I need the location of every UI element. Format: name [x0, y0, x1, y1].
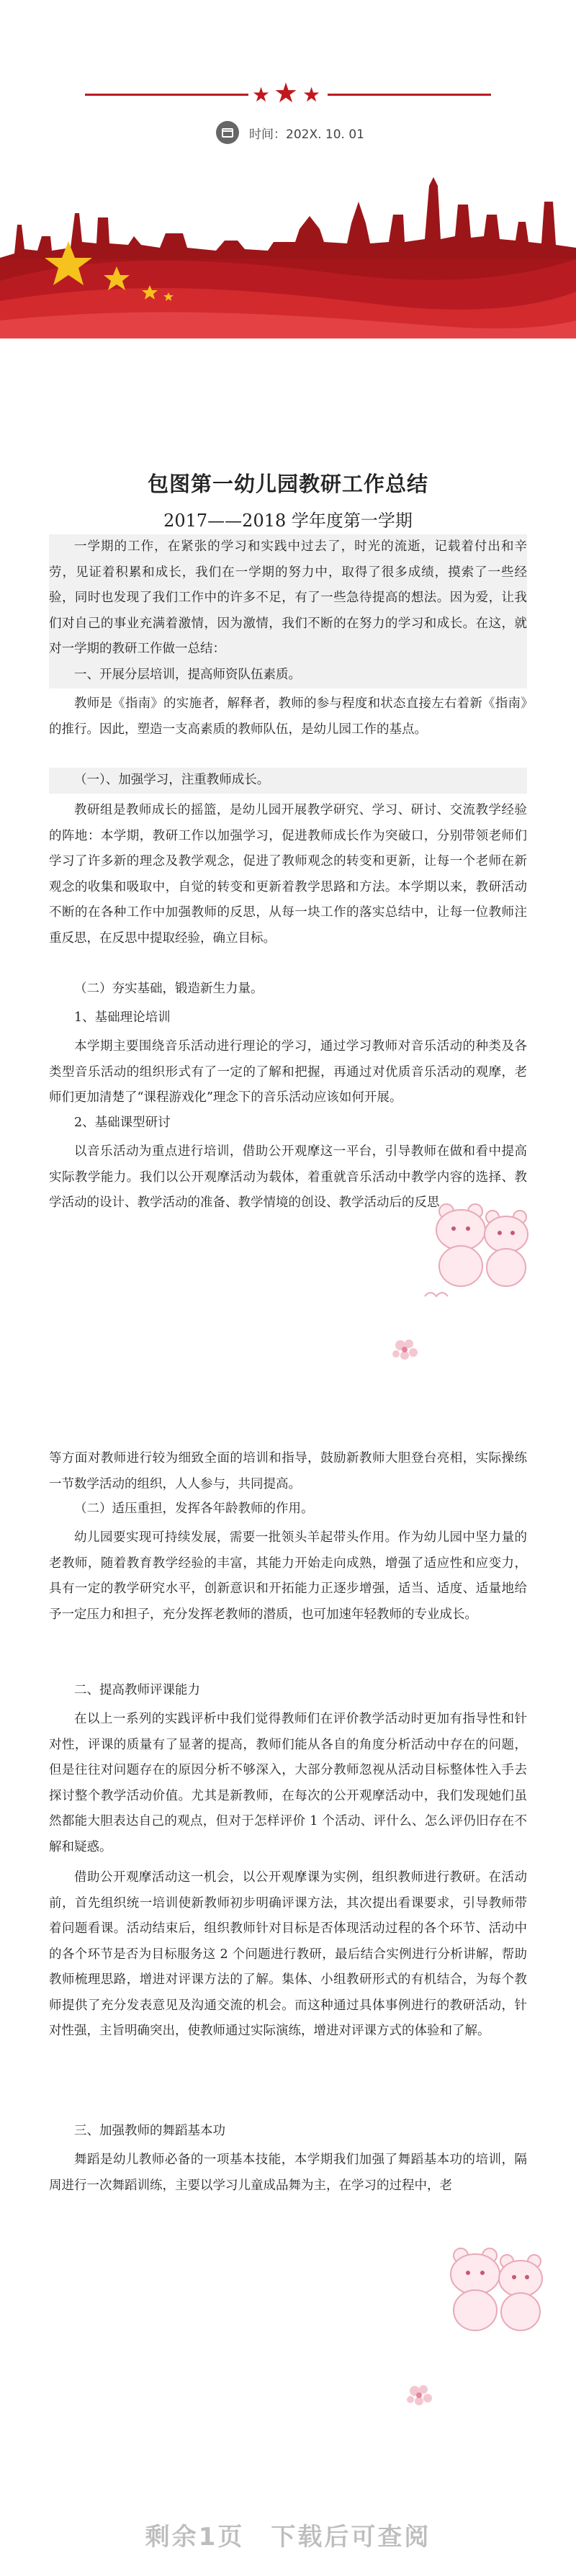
star-icon: ★: [252, 83, 271, 107]
paragraph: 借助公开观摩活动这一机会，以公开观摩课为实例，组织教师进行教研。在活动前，首先组织统一培训使新教师初步明确评课方法，其次提出看课要求，引导教师带着问题看课。活动结束后，组织教师针对目标是否体现活动过程的各个环节、活动中的各个环节是否为目标服务这 2 个问题进行教研，最后结合实例进行分析讲解，帮助教师梳理思路，增进对评课方法的了解。集体、小组教研形式的有机结合，为每个教师提供了充分发表意见及沟通交流的机会。而这种通过具体事例进行的教研活动，针对性强，主旨明确突出，使教师通过实际演练，增进对评课方式的体验和了解。: [49, 1870, 527, 2038]
paragraph-intro: 一学期的工作，在紧张的学习和实践中过去了，时光的流逝，记载着付出和辛劳，见证着积累和成长，我们在一学期的努力中，取得了很多成绩，摸索了一些经验，同时也发现了我们工作中的许多不足，有了一些急待提高的想法。因为爱，让我们对自己的事业充满着激情，因为激情，我们不断的在努力的学习和成长。在这，就对一学期的教研工作做一总结：: [49, 534, 527, 663]
section-heading: 三、加强教师的舞蹈基本功: [74, 2124, 225, 2138]
section-heading: 二、提高教师评课能力: [74, 1683, 200, 1697]
paragraph: 在以上一系列的实践评析中我们觉得教师们在评价教学活动时更加有指导性和针对性，评课的质量有了显著的提高，教师们能从各自的角度分析活动中存在的问题，但是往往对问题存在的原因分析不够深入，大部分教师忽视从活动目标整体性入手去探讨整个教学活动价值。尤其是新教师，在每次的公开观摩活动中，我们发现她们虽然都能大胆表达自己的观点，但对于怎样评价 1 个活动、评什么、怎么评仍旧存在不解和疑惑。: [49, 1712, 527, 1854]
paragraph: 以音乐活动为重点进行培训，借助公开观摩这一平台，引导教师在做和看中提高实际教学能力。我们以公开观摩活动为载体，着重就音乐活动中教学内容的选择、教学活动的设计、教学活动的准备、教学情境的创设、教学活动后的反思: [49, 1144, 527, 1210]
document-subtitle: 2017——2018 学年度第一学期: [163, 511, 413, 531]
item-heading: 2、基础课型研讨: [74, 1116, 171, 1130]
date-label: 时间：202X. 10. 01: [249, 127, 364, 142]
paragraph: 教研组是教师成长的摇篮，是幼儿园开展教学研究、学习、研讨、交流教学经验的阵地：本学期，教研工作以加强学习，促进教师成长作为突破口，分别带领老师们学习了许多新的理念及教学观念，促进了教师观念的转变和更新，让每一个老师在新观念的收集和吸取中，自觉的转变和更新着教学思路和方法。本学期以来，教研活动不断的在各种工作中加强教师的反思，从每一块工作的落实总结中，让每一位教师注重反思，在反思中提取经验，确立目标。: [49, 803, 527, 946]
document-title: 包图第一幼儿园教研工作总结: [147, 472, 428, 496]
paragraph: 教师是《指南》的实施者，解释者，教师的参与程度和状态直接左右着新《指南》的推行。因此，塑造一支高素质的教师队伍，是幼儿园工作的基点。: [49, 696, 527, 737]
header-rule-left: [85, 94, 248, 96]
subsection-heading: （二）夯实基础，锻造新生力量。: [74, 982, 264, 996]
skyline-banner: [0, 173, 576, 338]
bear-illustration: [418, 1195, 540, 1303]
subsection-heading: （二）适压重担，发挥各年龄教师的作用。: [74, 1502, 314, 1516]
item-heading: 1、基础理论培训: [74, 1010, 171, 1025]
subsection-heading: （一）、加强学习，注重教师成长。: [49, 768, 527, 794]
header-rule-right: [328, 94, 491, 96]
calendar-icon: [216, 121, 239, 144]
flower-icon: [400, 2377, 444, 2420]
section-heading: 一、开展分层培训，提高师资队伍素质。: [49, 663, 527, 688]
star-icon: ★: [302, 83, 321, 107]
date-row: [216, 121, 364, 144]
document-header: [0, 0, 576, 338]
paragraph: 舞蹈是幼儿教师必备的一项基本技能，本学期我们加强了舞蹈基本功的培训，隔周进行一次舞蹈训练，主要以学习儿童成品舞为主，在学习的过程中，老: [49, 2153, 527, 2193]
paragraph-continued: 等方面对教师进行较为细致全面的培训和指导，鼓励新教师大胆登台亮相，实际操练一节数学活动的组织，人人参与，共同提高。: [49, 1451, 527, 1491]
bear-illustration: [432, 2240, 554, 2348]
star-icon: ★: [274, 77, 299, 109]
flower-icon: [386, 1331, 429, 1374]
download-prompt[interactable]: 剩余1页 下载后可查阅: [145, 2523, 431, 2552]
paragraph: 本学期主要围绕音乐活动进行理论的学习，通过学习教师对音乐活动的种类及各类型音乐活动的组织形式有了一定的了解和把握，再通过对优质音乐活动的观摩，老师们更加清楚了“课程游戏化”理念下的音乐活动应该如何开展。: [49, 1039, 527, 1105]
paragraph: 幼儿园要实现可持续发展，需要一批领头羊起带头作用。作为幼儿园中坚力量的老教师，随着教育教学经验的丰富，其能力开始走向成熟，增强了适应性和应变力，具有一定的教学研究水平，创新意识和开拓能力正逐步增强，适当、适度、适量地给予一定压力和担子，充分发挥老教师的潜质，也可加速年轻教师的专业成长。: [49, 1530, 527, 1622]
